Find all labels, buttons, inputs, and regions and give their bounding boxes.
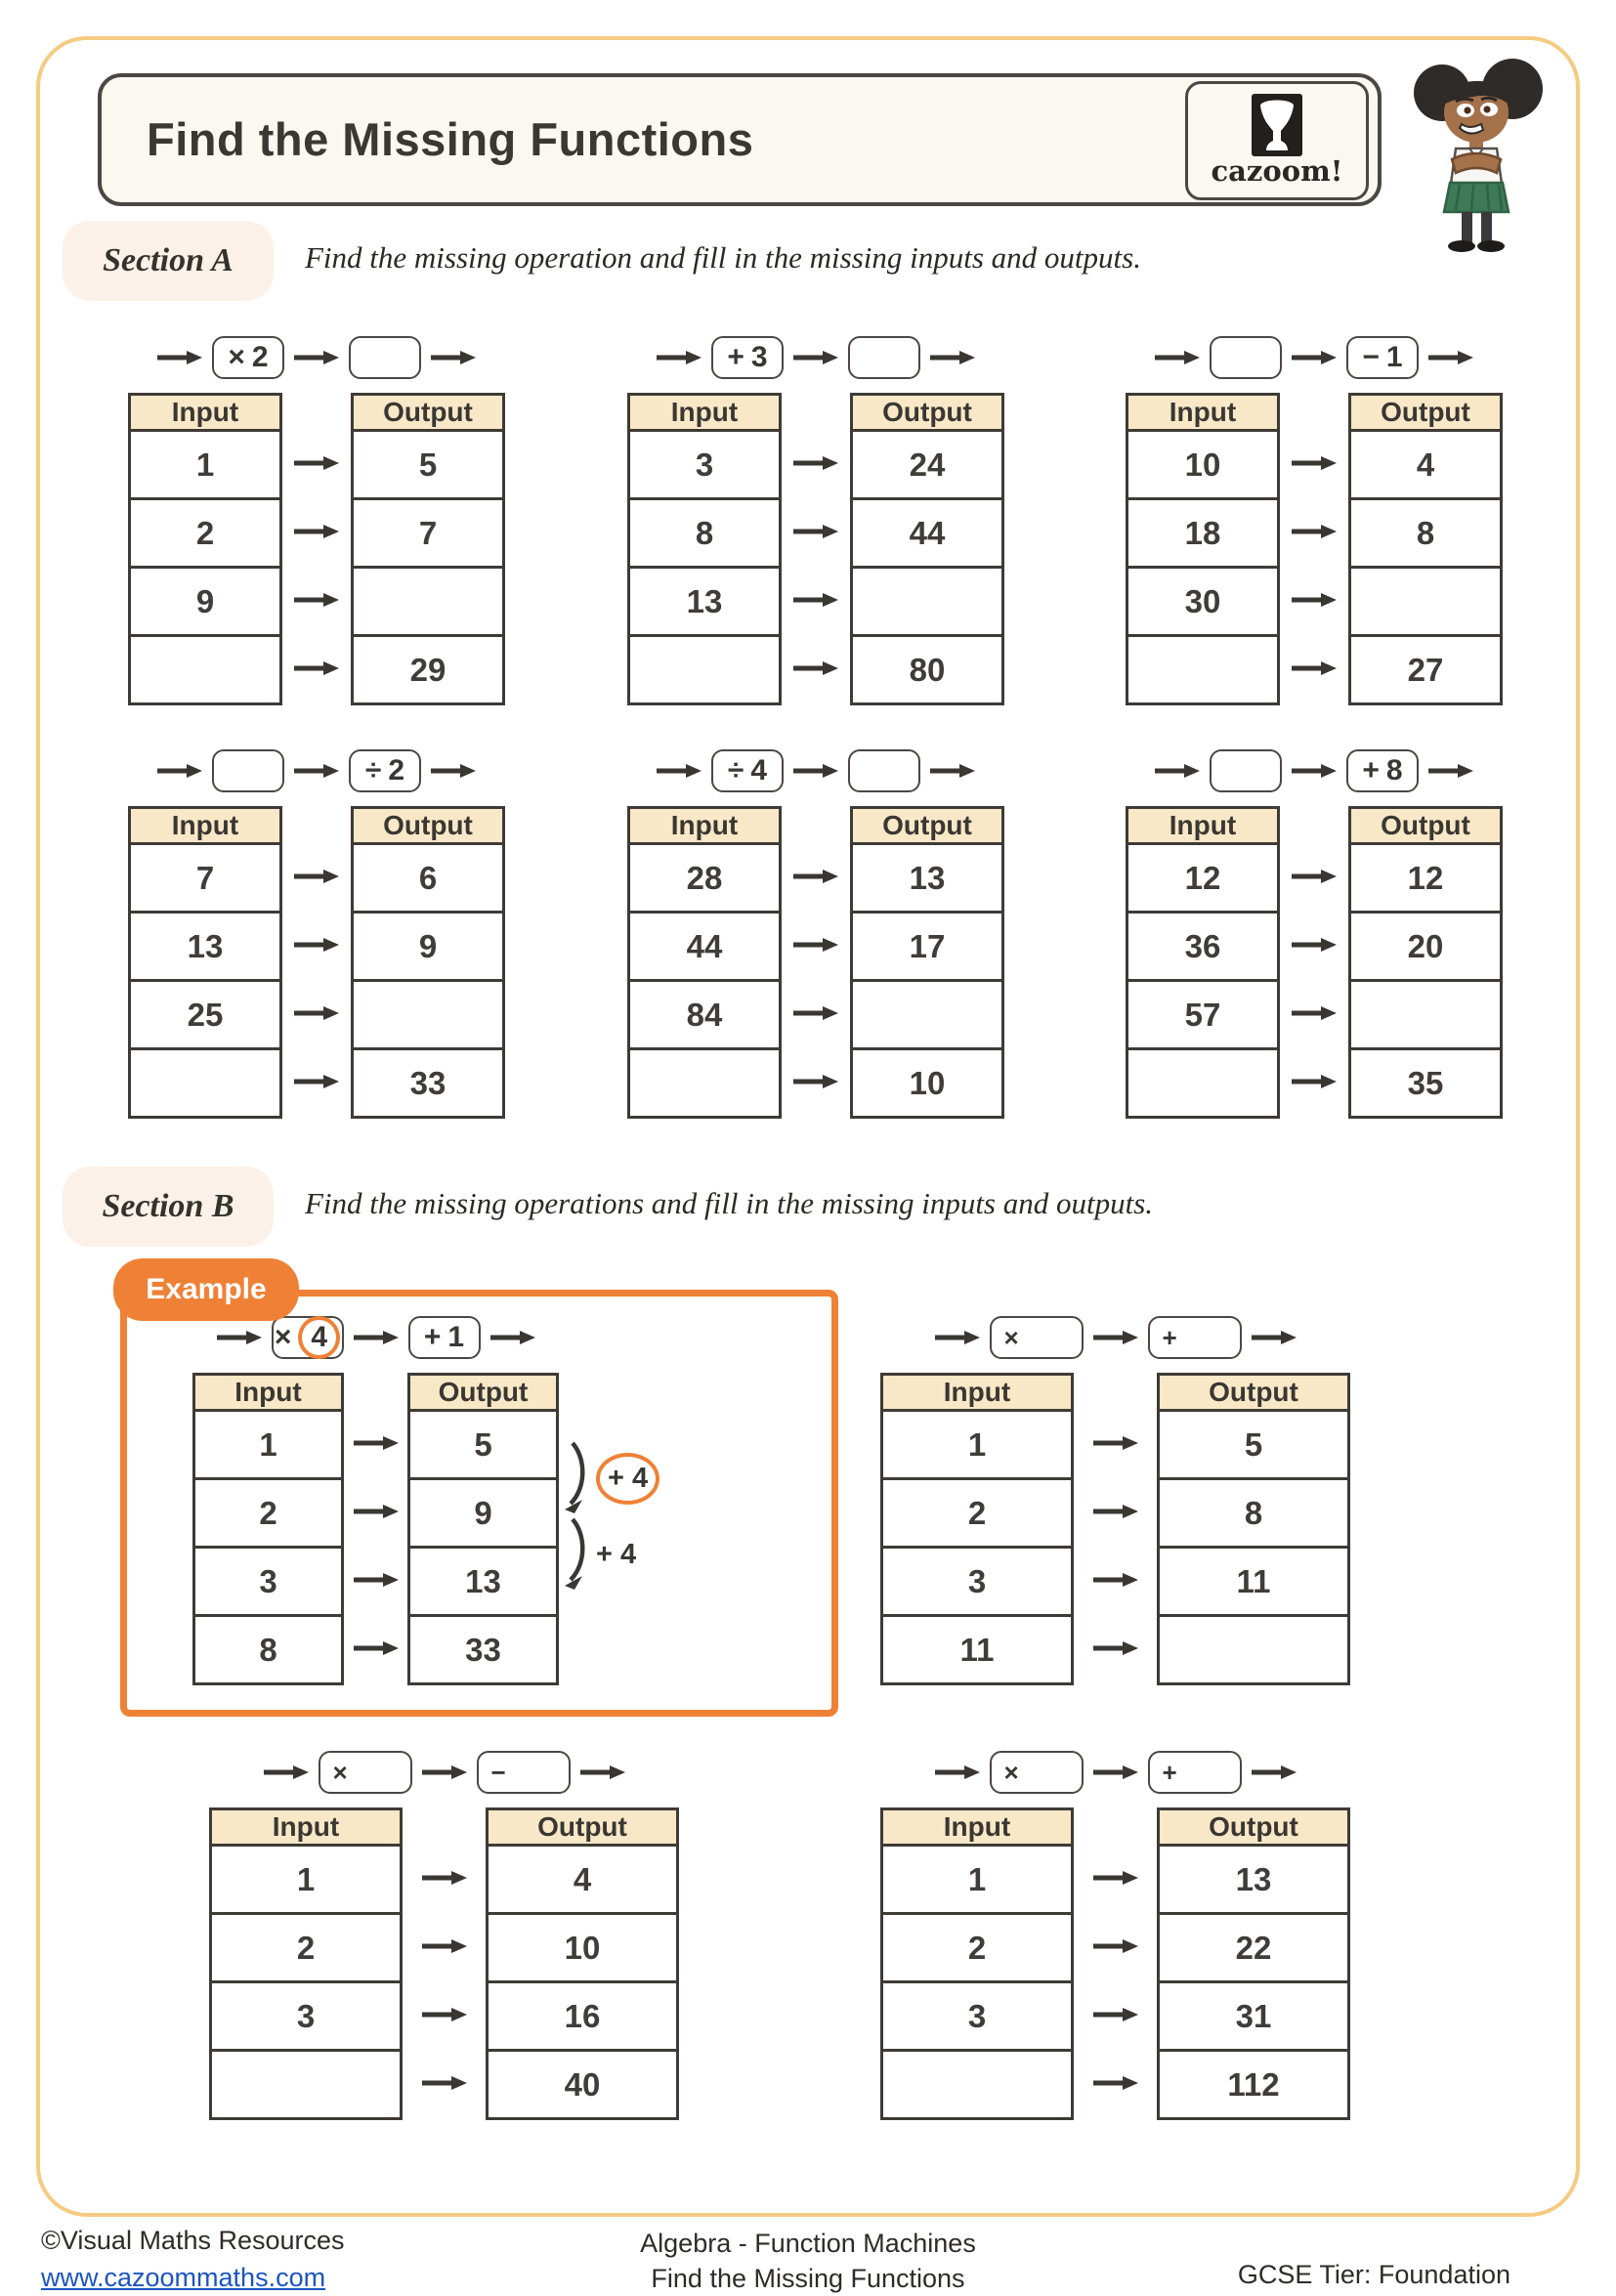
operation-row xyxy=(627,333,1004,382)
arrow-icon xyxy=(1093,1572,1138,1588)
arrow-icon xyxy=(1093,1504,1138,1519)
input-table xyxy=(1126,806,1280,1119)
input-table xyxy=(627,393,782,705)
footer-tier: GCSE Tier: Foundation xyxy=(1237,2260,1510,2289)
output-cell xyxy=(354,569,502,637)
output-header: Output xyxy=(489,1810,676,1847)
page-title: Find the Missing Functions xyxy=(147,113,754,165)
output-table xyxy=(1348,393,1503,705)
output-cell: 31 xyxy=(1160,1983,1347,2052)
input-table xyxy=(209,1807,403,2120)
arrow-icon xyxy=(657,763,702,779)
arrow-icon xyxy=(354,1435,399,1451)
footer-topic: Algebra - Function Machines xyxy=(640,2229,976,2258)
operation-row xyxy=(880,1313,1350,1362)
input-header: Input xyxy=(131,396,279,432)
arrow-icon xyxy=(657,350,702,365)
input-table xyxy=(880,1807,1074,2120)
io-tables xyxy=(627,393,1004,705)
io-tables xyxy=(880,1807,1350,2120)
footer-worksheet-title: Find the Missing Functions xyxy=(651,2264,965,2293)
arrow-icon xyxy=(793,1005,838,1021)
output-cell: 8 xyxy=(1351,500,1500,569)
arrow-icon xyxy=(431,350,476,365)
output-header: Output xyxy=(1160,1376,1347,1412)
input-cell: 18 xyxy=(1128,500,1277,569)
input-header: Input xyxy=(131,809,279,845)
operation-symbol: ÷ xyxy=(727,754,744,787)
operation-row xyxy=(1126,746,1503,795)
example-function-machine xyxy=(192,1313,559,1685)
output-header: Output xyxy=(853,396,1001,432)
arrow-icon xyxy=(354,1330,399,1345)
output-cell: 5 xyxy=(1160,1412,1347,1480)
operation-symbol: + xyxy=(1362,754,1380,787)
operation-number: 2 xyxy=(251,341,269,373)
arrow-icon xyxy=(935,1330,980,1345)
output-table xyxy=(351,393,505,705)
input-cell: 13 xyxy=(131,914,279,982)
arrow-icon xyxy=(1292,1005,1337,1021)
output-cell xyxy=(1351,982,1500,1050)
output-cell: 11 xyxy=(1160,1549,1347,1617)
operation-box-1 xyxy=(319,1751,412,1794)
input-cell xyxy=(212,2052,400,2117)
arrow-icon xyxy=(793,937,838,953)
arrow-icon xyxy=(264,1765,309,1780)
website-link[interactable]: www.cazoommaths.com xyxy=(41,2263,326,2292)
input-table xyxy=(880,1373,1074,1685)
operation-box-2 xyxy=(349,749,421,792)
row-arrows xyxy=(282,393,351,705)
arrow-icon xyxy=(294,869,339,884)
arrow-icon xyxy=(294,455,339,471)
arrow-icon xyxy=(1093,1330,1138,1345)
input-cell: 7 xyxy=(131,845,279,914)
output-cell: 5 xyxy=(354,432,502,500)
operation-symbol: + xyxy=(1162,1757,1177,1787)
operation-box-2 xyxy=(848,749,920,792)
curved-arrow-icon xyxy=(563,1441,590,1515)
io-tables xyxy=(128,806,505,1119)
operation-symbol: − xyxy=(490,1757,506,1787)
arrow-icon xyxy=(1093,1435,1138,1451)
output-cell: 44 xyxy=(853,500,1001,569)
arrow-icon xyxy=(1428,350,1473,365)
operation-box-1 xyxy=(1210,749,1282,792)
input-cell: 1 xyxy=(195,1412,341,1480)
output-table xyxy=(850,806,1004,1119)
input-cell: 30 xyxy=(1128,569,1277,637)
output-table xyxy=(407,1373,559,1685)
row-arrows xyxy=(1074,1373,1157,1685)
arrow-icon xyxy=(1093,2075,1138,2091)
arrow-icon xyxy=(294,524,339,539)
output-cell: 33 xyxy=(409,1064,447,1101)
function-machine xyxy=(880,1313,1350,1685)
input-header: Input xyxy=(195,1376,341,1412)
arrow-icon xyxy=(294,660,339,676)
output-cell: 10 xyxy=(909,1064,946,1101)
input-cell: 3 xyxy=(195,1549,341,1617)
arrow-icon xyxy=(490,1330,535,1345)
operation-box-1 xyxy=(990,1751,1084,1794)
operation-symbol: ÷ xyxy=(364,754,382,787)
input-cell: 2 xyxy=(195,1480,341,1549)
output-table xyxy=(1157,1373,1350,1685)
operation-box-1 xyxy=(272,1316,344,1359)
arrow-icon xyxy=(1093,1765,1138,1780)
operation-symbol: × xyxy=(1003,1322,1019,1352)
function-machine xyxy=(880,1748,1350,2120)
section-a-instruction: Find the missing operation and fill in the missing inputs and outputs. xyxy=(305,240,1141,275)
example-badge: Example xyxy=(113,1258,299,1321)
input-header: Input xyxy=(1128,809,1277,845)
title-box xyxy=(98,73,1382,206)
operation-number: 3 xyxy=(750,341,768,373)
input-cell xyxy=(630,1050,779,1116)
input-cell: 2 xyxy=(883,1915,1071,1983)
operation-number: 1 xyxy=(447,1321,465,1353)
arrow-icon xyxy=(580,1765,625,1780)
arrow-icon xyxy=(1292,660,1337,676)
input-cell: 11 xyxy=(959,1631,995,1668)
io-tables xyxy=(1126,806,1503,1119)
cazoom-logo xyxy=(1185,81,1369,200)
operation-symbol: + xyxy=(423,1321,442,1353)
output-cell: 13 xyxy=(1160,1847,1347,1915)
input-cell: 9 xyxy=(131,569,279,637)
arrow-icon xyxy=(793,455,838,471)
input-cell: 12 xyxy=(1128,845,1277,914)
output-cell xyxy=(1160,1617,1347,1682)
output-header: Output xyxy=(410,1376,556,1412)
input-header: Input xyxy=(212,1810,400,1847)
output-cell: 4 xyxy=(1351,432,1500,500)
input-cell: 2 xyxy=(212,1915,400,1983)
arrow-icon xyxy=(1292,455,1337,471)
output-header: Output xyxy=(1351,809,1500,845)
output-cell: 33 xyxy=(465,1631,501,1668)
output-cell: 9 xyxy=(354,914,502,982)
row-arrows xyxy=(403,1807,486,2120)
arrow-icon xyxy=(422,1870,467,1886)
operation-row xyxy=(627,746,1004,795)
section-a-label: Section A xyxy=(63,221,274,301)
operation-box-1 xyxy=(711,749,784,792)
output-cell xyxy=(354,982,502,1050)
arrow-icon xyxy=(422,2007,467,2022)
operation-row xyxy=(128,333,505,382)
operation-number: 4 xyxy=(750,754,768,787)
operation-symbol: + xyxy=(1162,1322,1177,1352)
operation-symbol: × xyxy=(274,1321,292,1353)
output-cell: 7 xyxy=(354,500,502,569)
operation-box-2 xyxy=(1346,749,1419,792)
arrow-icon xyxy=(422,2075,467,2091)
operation-symbol: × xyxy=(228,341,245,373)
operation-box-2 xyxy=(1148,1751,1242,1794)
input-cell: 2 xyxy=(131,500,279,569)
operation-box-2 xyxy=(349,336,421,379)
arrow-icon xyxy=(1292,937,1337,953)
output-header: Output xyxy=(853,809,1001,845)
input-cell xyxy=(131,1050,279,1116)
arrow-icon xyxy=(1155,350,1200,365)
input-cell: 1 xyxy=(212,1847,400,1915)
arrow-icon xyxy=(1093,1938,1138,1954)
input-table xyxy=(1126,393,1280,705)
arrow-icon xyxy=(1252,1330,1297,1345)
input-cell: 8 xyxy=(630,500,779,569)
output-cell xyxy=(853,569,1001,637)
operation-symbol: − xyxy=(1362,341,1380,373)
copyright-text: ©Visual Maths Resources xyxy=(41,2226,345,2255)
output-cell: 27 xyxy=(1407,651,1444,688)
operation-box-2 xyxy=(408,1316,481,1359)
function-machine xyxy=(209,1748,679,2120)
input-cell: 36 xyxy=(1128,914,1277,982)
arrow-icon xyxy=(1093,2007,1138,2022)
arrow-icon xyxy=(1292,1074,1337,1089)
operation-box-1 xyxy=(711,336,784,379)
output-cell: 22 xyxy=(1160,1915,1347,1983)
operation-symbol: + xyxy=(727,341,744,373)
output-cell: 5 xyxy=(410,1412,556,1480)
input-cell: 8 xyxy=(259,1631,277,1668)
arrow-icon xyxy=(1428,763,1473,779)
operation-symbol: × xyxy=(1003,1757,1019,1787)
arrow-icon xyxy=(793,524,838,539)
operation-box-1 xyxy=(990,1316,1084,1359)
difference-label: + 4 xyxy=(596,1453,659,1505)
arrow-icon xyxy=(1252,1765,1297,1780)
output-cell: 13 xyxy=(410,1549,556,1617)
row-arrows xyxy=(1280,806,1348,1119)
input-cell: 1 xyxy=(883,1412,1071,1480)
input-table xyxy=(128,806,282,1119)
output-table xyxy=(351,806,505,1119)
input-cell xyxy=(630,637,779,702)
arrow-icon xyxy=(294,592,339,608)
output-cell: 35 xyxy=(1407,1064,1444,1101)
input-cell: 28 xyxy=(630,845,779,914)
input-cell xyxy=(883,2052,1071,2117)
output-table xyxy=(486,1807,679,2120)
output-cell: 29 xyxy=(409,651,447,688)
operation-box-2 xyxy=(477,1751,571,1794)
input-cell: 3 xyxy=(630,432,779,500)
output-cell: 4 xyxy=(489,1847,676,1915)
drum-icon xyxy=(1250,94,1304,156)
io-tables xyxy=(209,1807,679,2120)
output-cell: 8 xyxy=(1160,1480,1347,1549)
operation-symbol: × xyxy=(332,1757,348,1787)
output-cell: 40 xyxy=(564,2065,601,2103)
arrow-icon xyxy=(422,1938,467,1954)
operation-number: 2 xyxy=(388,754,405,787)
arrow-icon xyxy=(354,1504,399,1519)
row-arrows xyxy=(282,806,351,1119)
input-cell xyxy=(131,637,279,702)
arrow-icon xyxy=(930,350,975,365)
output-cell: 20 xyxy=(1351,914,1500,982)
function-machine xyxy=(1126,333,1503,705)
operation-box-2 xyxy=(848,336,920,379)
operation-row xyxy=(880,1748,1350,1797)
difference-label: + 4 xyxy=(596,1538,637,1570)
student-character-illustration xyxy=(1405,54,1552,254)
operation-row xyxy=(1126,333,1503,382)
arrow-icon xyxy=(1292,763,1337,779)
input-header: Input xyxy=(883,1810,1071,1847)
function-machine xyxy=(627,333,1004,705)
operation-box-1 xyxy=(1210,336,1282,379)
input-cell: 25 xyxy=(131,982,279,1050)
output-header: Output xyxy=(354,809,502,845)
arrow-icon xyxy=(793,592,838,608)
row-arrows xyxy=(1074,1807,1157,2120)
arrow-icon xyxy=(793,869,838,884)
arrow-icon xyxy=(294,763,339,779)
section-b-label: Section B xyxy=(63,1167,274,1247)
arrow-icon xyxy=(354,1640,399,1656)
arrow-icon xyxy=(1093,1640,1138,1656)
row-arrows xyxy=(1280,393,1348,705)
arrow-icon xyxy=(422,1765,467,1780)
arrow-icon xyxy=(793,660,838,676)
output-cell: 10 xyxy=(489,1915,676,1983)
output-cell: 6 xyxy=(354,845,502,914)
input-table xyxy=(192,1373,344,1685)
function-machine xyxy=(128,333,505,705)
logo-text: cazoom! xyxy=(1211,154,1343,188)
input-cell: 57 xyxy=(1128,982,1277,1050)
input-cell: 13 xyxy=(630,569,779,637)
output-cell: 13 xyxy=(853,845,1001,914)
arrow-icon xyxy=(793,1074,838,1089)
operation-row xyxy=(209,1748,679,1797)
input-cell xyxy=(1128,1050,1277,1116)
arrow-icon xyxy=(294,350,339,365)
output-cell xyxy=(1351,569,1500,637)
output-cell: 24 xyxy=(853,432,1001,500)
output-table xyxy=(1157,1807,1350,2120)
arrow-icon xyxy=(217,1330,262,1345)
input-cell xyxy=(1128,637,1277,702)
input-header: Input xyxy=(1128,396,1277,432)
input-cell: 3 xyxy=(883,1983,1071,2052)
input-cell: 3 xyxy=(212,1983,400,2052)
section-b-instruction: Find the missing operations and fill in the missing inputs and outputs. xyxy=(305,1186,1154,1220)
input-table xyxy=(627,806,782,1119)
operation-number: 8 xyxy=(1385,754,1403,787)
output-cell xyxy=(853,982,1001,1050)
output-cell: 12 xyxy=(1351,845,1500,914)
row-arrows xyxy=(344,1373,407,1685)
input-table xyxy=(128,393,282,705)
output-header: Output xyxy=(354,396,502,432)
arrow-icon xyxy=(793,763,838,779)
io-tables xyxy=(627,806,1004,1119)
arrow-icon xyxy=(1093,1870,1138,1886)
output-cell: 80 xyxy=(909,651,946,688)
function-machine xyxy=(1126,746,1503,1119)
input-cell: 84 xyxy=(630,982,779,1050)
output-cell: 17 xyxy=(853,914,1001,982)
input-cell: 44 xyxy=(630,914,779,982)
io-tables xyxy=(128,393,505,705)
io-tables xyxy=(1126,393,1503,705)
arrow-icon xyxy=(1292,869,1337,884)
arrow-icon xyxy=(1292,524,1337,539)
arrow-icon xyxy=(1292,350,1337,365)
function-machine xyxy=(128,746,505,1119)
operation-box-2 xyxy=(1346,336,1419,379)
operation-number: 4 xyxy=(298,1316,340,1359)
curved-arrow-icon xyxy=(563,1517,590,1592)
arrow-icon xyxy=(294,1005,339,1021)
arrow-icon xyxy=(793,350,838,365)
row-arrows xyxy=(782,393,850,705)
operation-box-1 xyxy=(212,336,284,379)
arrow-icon xyxy=(354,1572,399,1588)
operation-number: 1 xyxy=(1385,341,1403,373)
arrow-icon xyxy=(294,1074,339,1089)
output-table xyxy=(1348,806,1503,1119)
output-header: Output xyxy=(1351,396,1500,432)
operation-box-2 xyxy=(1148,1316,1242,1359)
output-table xyxy=(850,393,1004,705)
output-header: Output xyxy=(1160,1810,1347,1847)
output-cell: 9 xyxy=(410,1480,556,1549)
input-cell: 1 xyxy=(131,432,279,500)
input-cell: 10 xyxy=(1128,432,1277,500)
input-cell: 1 xyxy=(883,1847,1071,1915)
input-header: Input xyxy=(883,1376,1071,1412)
input-cell: 3 xyxy=(883,1549,1071,1617)
arrow-icon xyxy=(157,350,202,365)
io-tables xyxy=(192,1373,559,1685)
arrow-icon xyxy=(294,937,339,953)
output-cell: 16 xyxy=(489,1983,676,2052)
operation-row xyxy=(128,746,505,795)
arrow-icon xyxy=(1292,592,1337,608)
arrow-icon xyxy=(157,763,202,779)
arrow-icon xyxy=(935,1765,980,1780)
arrow-icon xyxy=(431,763,476,779)
input-header: Input xyxy=(630,809,779,845)
operation-box-1 xyxy=(212,749,284,792)
arrow-icon xyxy=(930,763,975,779)
io-tables xyxy=(880,1373,1350,1685)
function-machine xyxy=(627,746,1004,1119)
input-cell: 2 xyxy=(883,1480,1071,1549)
output-cell: 112 xyxy=(1227,2065,1280,2103)
row-arrows xyxy=(782,806,850,1119)
arrow-icon xyxy=(1155,763,1200,779)
input-header: Input xyxy=(630,396,779,432)
